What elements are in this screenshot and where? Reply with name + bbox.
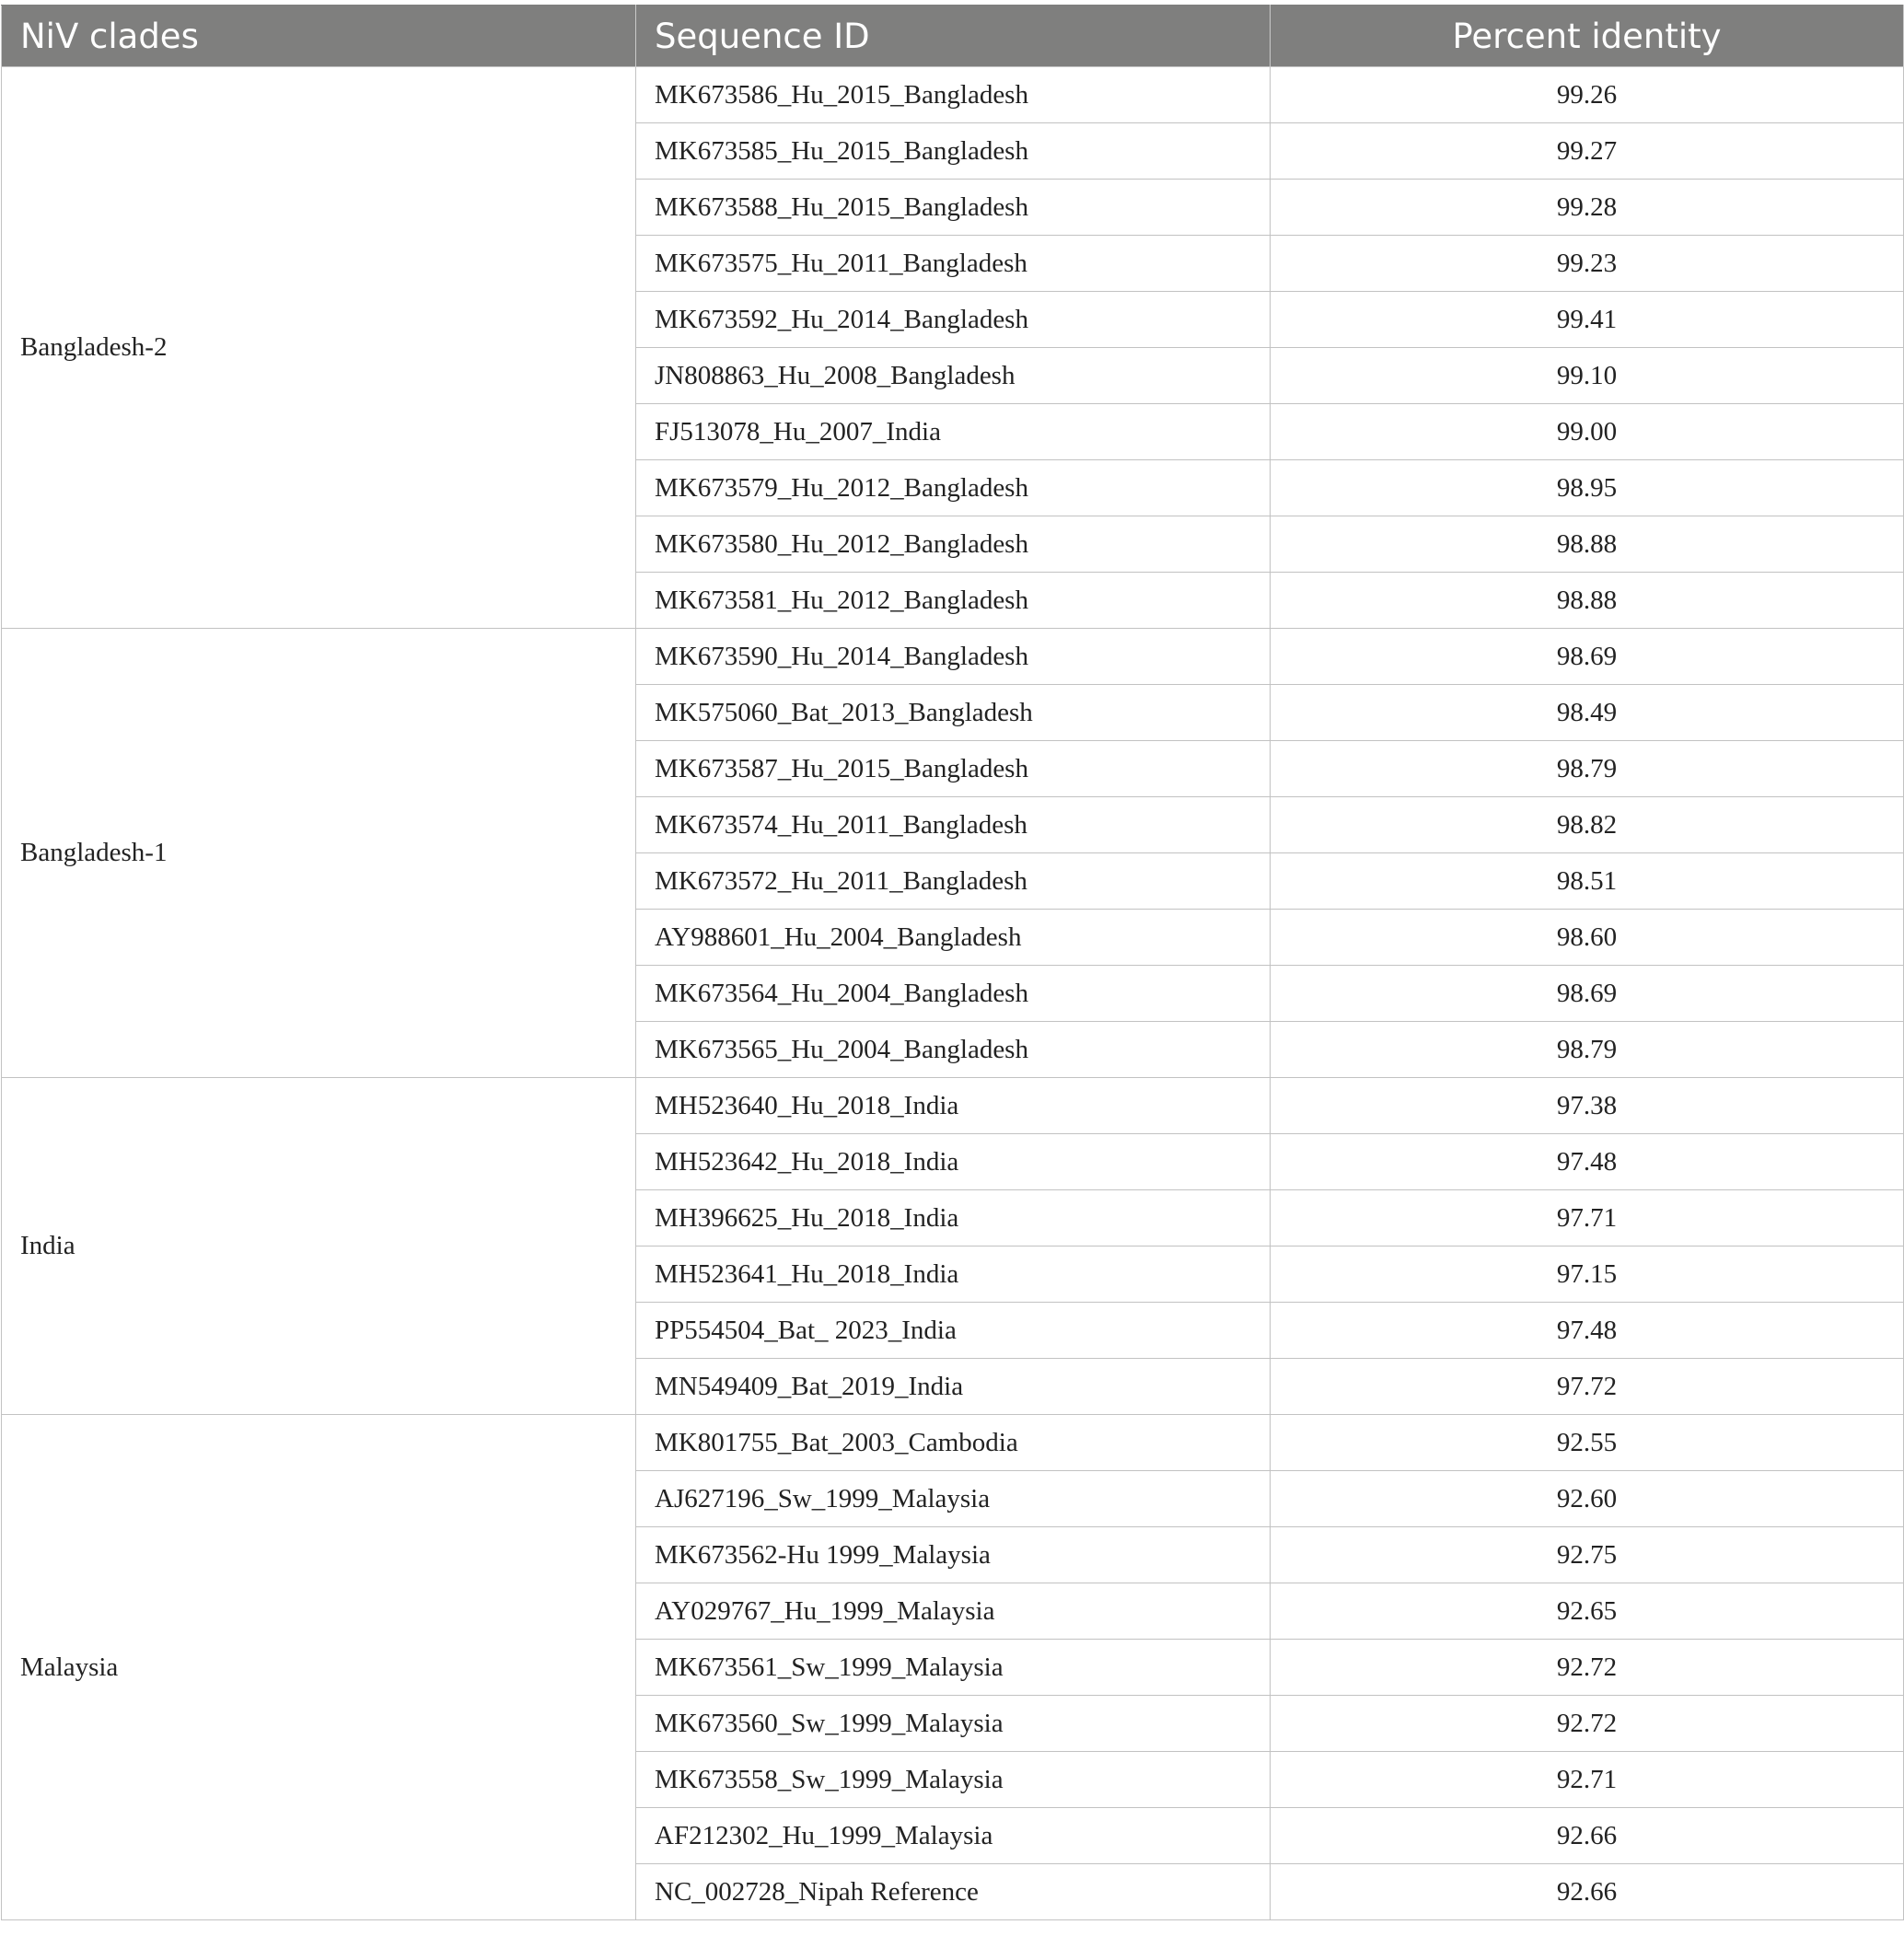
sequence-id-cell: AF212302_Hu_1999_Malaysia: [636, 1808, 1271, 1864]
sequence-id-cell: NC_002728_Nipah Reference: [636, 1864, 1271, 1920]
header-niv-clades: NiV clades: [2, 6, 636, 67]
table-row: [2, 629, 1904, 685]
percent-identity-cell: 92.66: [1271, 1864, 1904, 1920]
percent-identity-cell: 98.60: [1271, 910, 1904, 966]
sequence-id-cell: MK801755_Bat_2003_Cambodia: [636, 1415, 1271, 1471]
clade-cell: Malaysia: [2, 1415, 636, 1920]
header-percent-identity: Percent identity: [1271, 6, 1904, 67]
sequence-id-cell: AJ627196_Sw_1999_Malaysia: [636, 1471, 1271, 1527]
percent-identity-cell: 97.38: [1271, 1078, 1904, 1134]
sequence-id-cell: MK673585_Hu_2015_Bangladesh: [636, 123, 1271, 180]
clade-cell: Bangladesh-2: [2, 67, 636, 629]
table-row: [2, 1078, 1904, 1134]
sequence-id-cell: MK673586_Hu_2015_Bangladesh: [636, 67, 1271, 123]
percent-identity-cell: 97.48: [1271, 1134, 1904, 1190]
identity-table-container: [1, 5, 1903, 1920]
sequence-id-cell: MH523642_Hu_2018_India: [636, 1134, 1271, 1190]
percent-identity-cell: 98.79: [1271, 1022, 1904, 1078]
sequence-id-cell: PP554504_Bat_ 2023_India: [636, 1303, 1271, 1359]
percent-identity-cell: 97.72: [1271, 1359, 1904, 1415]
sequence-id-cell: MK673560_Sw_1999_Malaysia: [636, 1696, 1271, 1752]
percent-identity-cell: 92.60: [1271, 1471, 1904, 1527]
percent-identity-cell: 98.49: [1271, 685, 1904, 741]
percent-identity-cell: 97.15: [1271, 1246, 1904, 1303]
sequence-id-cell: MK673592_Hu_2014_Bangladesh: [636, 292, 1271, 348]
percent-identity-cell: 99.26: [1271, 67, 1904, 123]
percent-identity-cell: 92.65: [1271, 1583, 1904, 1640]
sequence-id-cell: MK575060_Bat_2013_Bangladesh: [636, 685, 1271, 741]
clade-cell: Bangladesh-1: [2, 629, 636, 1078]
sequence-id-cell: MK673588_Hu_2015_Bangladesh: [636, 180, 1271, 236]
sequence-id-cell: MK673575_Hu_2011_Bangladesh: [636, 236, 1271, 292]
percent-identity-cell: 92.71: [1271, 1752, 1904, 1808]
sequence-id-cell: MK673572_Hu_2011_Bangladesh: [636, 853, 1271, 910]
header-row: [2, 6, 1904, 67]
table-header: [2, 6, 1904, 67]
clade-cell: India: [2, 1078, 636, 1415]
percent-identity-cell: 92.72: [1271, 1696, 1904, 1752]
header-sequence-id: Sequence ID: [636, 6, 1271, 67]
percent-identity-cell: 99.23: [1271, 236, 1904, 292]
percent-identity-cell: 92.55: [1271, 1415, 1904, 1471]
sequence-id-cell: MK673579_Hu_2012_Bangladesh: [636, 460, 1271, 516]
percent-identity-cell: 99.00: [1271, 404, 1904, 460]
sequence-id-cell: MK673581_Hu_2012_Bangladesh: [636, 573, 1271, 629]
sequence-id-cell: AY029767_Hu_1999_Malaysia: [636, 1583, 1271, 1640]
percent-identity-cell: 98.88: [1271, 516, 1904, 573]
percent-identity-cell: 99.27: [1271, 123, 1904, 180]
percent-identity-cell: 99.41: [1271, 292, 1904, 348]
percent-identity-cell: 92.72: [1271, 1640, 1904, 1696]
table-row: [2, 1415, 1904, 1471]
sequence-id-cell: MN549409_Bat_2019_India: [636, 1359, 1271, 1415]
sequence-id-cell: MK673574_Hu_2011_Bangladesh: [636, 797, 1271, 853]
percent-identity-cell: 98.51: [1271, 853, 1904, 910]
percent-identity-cell: 98.82: [1271, 797, 1904, 853]
sequence-id-cell: MH523641_Hu_2018_India: [636, 1246, 1271, 1303]
identity-table: [1, 5, 1904, 1920]
sequence-id-cell: MK673587_Hu_2015_Bangladesh: [636, 741, 1271, 797]
percent-identity-cell: 98.69: [1271, 966, 1904, 1022]
percent-identity-cell: 99.28: [1271, 180, 1904, 236]
sequence-id-cell: MK673562-Hu 1999_Malaysia: [636, 1527, 1271, 1583]
sequence-id-cell: MK673561_Sw_1999_Malaysia: [636, 1640, 1271, 1696]
percent-identity-cell: 98.88: [1271, 573, 1904, 629]
percent-identity-cell: 97.48: [1271, 1303, 1904, 1359]
sequence-id-cell: AY988601_Hu_2004_Bangladesh: [636, 910, 1271, 966]
percent-identity-cell: 98.79: [1271, 741, 1904, 797]
sequence-id-cell: MK673558_Sw_1999_Malaysia: [636, 1752, 1271, 1808]
percent-identity-cell: 98.69: [1271, 629, 1904, 685]
percent-identity-cell: 97.71: [1271, 1190, 1904, 1246]
sequence-id-cell: MH523640_Hu_2018_India: [636, 1078, 1271, 1134]
sequence-id-cell: MK673580_Hu_2012_Bangladesh: [636, 516, 1271, 573]
percent-identity-cell: 92.75: [1271, 1527, 1904, 1583]
sequence-id-cell: MK673564_Hu_2004_Bangladesh: [636, 966, 1271, 1022]
sequence-id-cell: FJ513078_Hu_2007_India: [636, 404, 1271, 460]
sequence-id-cell: MH396625_Hu_2018_India: [636, 1190, 1271, 1246]
sequence-id-cell: MK673565_Hu_2004_Bangladesh: [636, 1022, 1271, 1078]
sequence-id-cell: JN808863_Hu_2008_Bangladesh: [636, 348, 1271, 404]
table-body: [2, 67, 1904, 1920]
percent-identity-cell: 99.10: [1271, 348, 1904, 404]
percent-identity-cell: 98.95: [1271, 460, 1904, 516]
percent-identity-cell: 92.66: [1271, 1808, 1904, 1864]
table-row: [2, 67, 1904, 123]
sequence-id-cell: MK673590_Hu_2014_Bangladesh: [636, 629, 1271, 685]
